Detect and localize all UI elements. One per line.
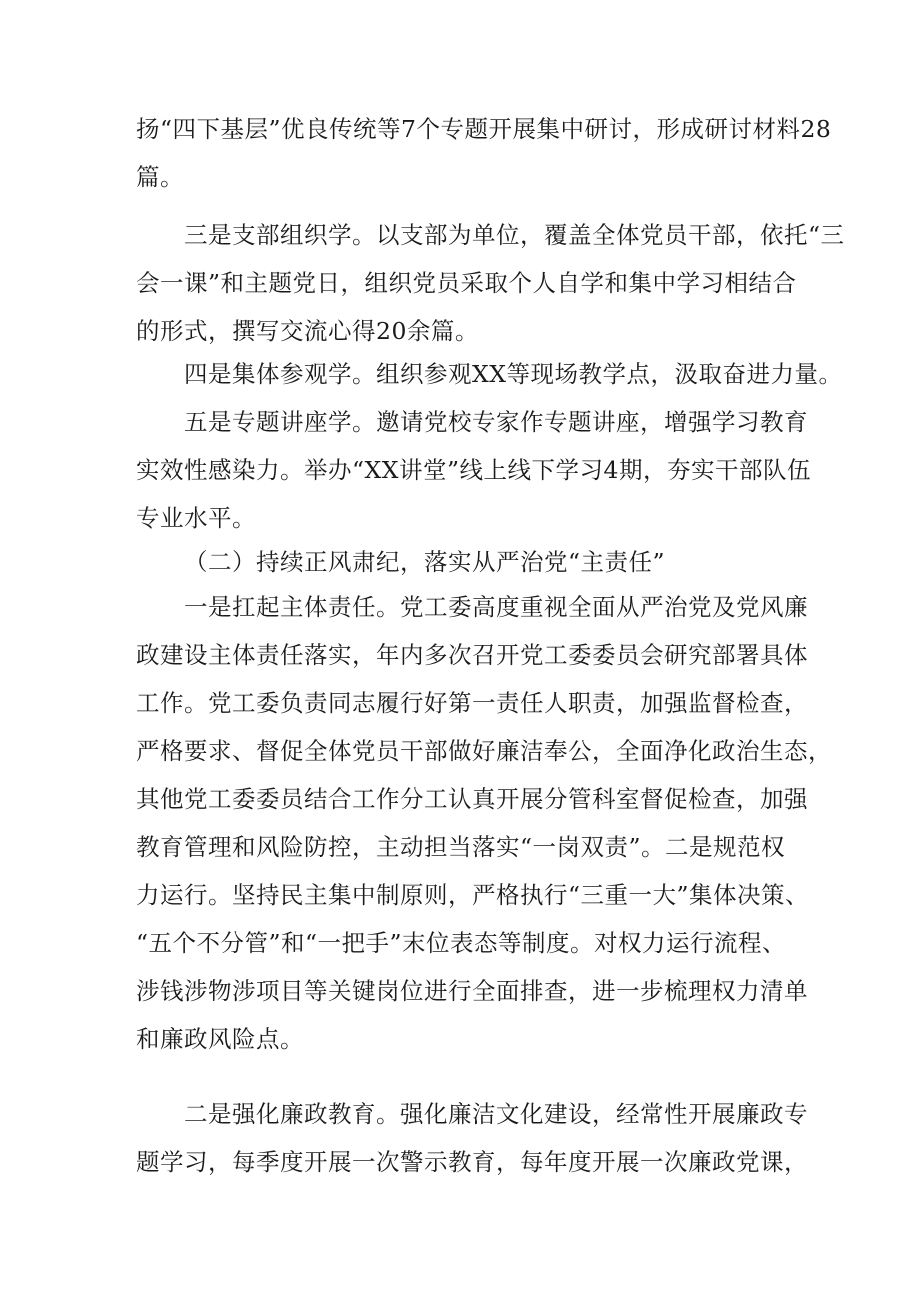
text-line: 和廉政风险点。: [136, 1025, 304, 1053]
text-line: 扬“四下基层”优良传统等7个专题开展集中研讨，形成研讨材料28: [136, 115, 832, 143]
text-line: 力运行。坚持民主集中制原则，严格执行“三重一大”集体决策、: [136, 881, 810, 909]
text-line: 四是集体参观学。组织参观XX等现场教学点，汲取奋进力量。: [184, 360, 843, 388]
text-line: 专业水平。: [136, 504, 256, 532]
text-line: 政建设主体责任落实，年内多次召开党工委委员会研究部署具体: [136, 641, 808, 669]
text-line: 工作。党工委负责同志履行好第一责任人职责，加强监督检查，: [136, 689, 808, 717]
paragraph-5: [136, 583, 832, 1063]
text-line: 的形式，撰写交流心得20余篇。: [136, 317, 479, 345]
text-line: 教育管理和风险防控，主动担当落实“一岗双责”。二是规范权: [136, 833, 786, 861]
text-line: 实效性感染力。举办“XX讲堂”线上线下学习4期，夯实干部队伍: [136, 456, 811, 484]
paragraph-3: [136, 350, 843, 398]
text-line: 篇。: [136, 163, 184, 191]
text-line: 题学习，每季度开展一次警示教育，每年度开展一次廉政党课，: [136, 1148, 808, 1176]
section-heading: （二）持续正风肃纪，落实从严治党“主责任”: [184, 548, 666, 576]
paragraph-4: [136, 398, 811, 542]
text-line: 其他党工委委员结合工作分工认真开展分管科室督促检查，加强: [136, 785, 808, 813]
text-line: 会一课”和主题党日，组织党员采取个人自学和集中学习相结合: [136, 269, 797, 297]
paragraph-2: [136, 211, 845, 355]
paragraph-1: [136, 105, 832, 201]
paragraph-6: [136, 1090, 808, 1186]
text-line: 三是支部组织学。以支部为单位，覆盖全体党员干部，依托“三: [184, 221, 845, 249]
text-line: 严格要求、督促全体党员干部做好廉洁奉公，全面净化政治生态，: [136, 737, 832, 765]
text-line: 二是强化廉政教育。强化廉洁文化建设，经常性开展廉政专: [184, 1100, 808, 1128]
text-line: 五是专题讲座学。邀请党校专家作专题讲座，增强学习教育: [184, 408, 808, 436]
text-line: 一是扛起主体责任。党工委高度重视全面从严治党及党风廉: [184, 593, 808, 621]
text-line: 涉钱涉物涉项目等关键岗位进行全面排查，进一步梳理权力清单: [136, 977, 808, 1005]
text-line: “五个不分管”和“一把手”末位表态等制度。对权力运行流程、: [136, 929, 787, 957]
